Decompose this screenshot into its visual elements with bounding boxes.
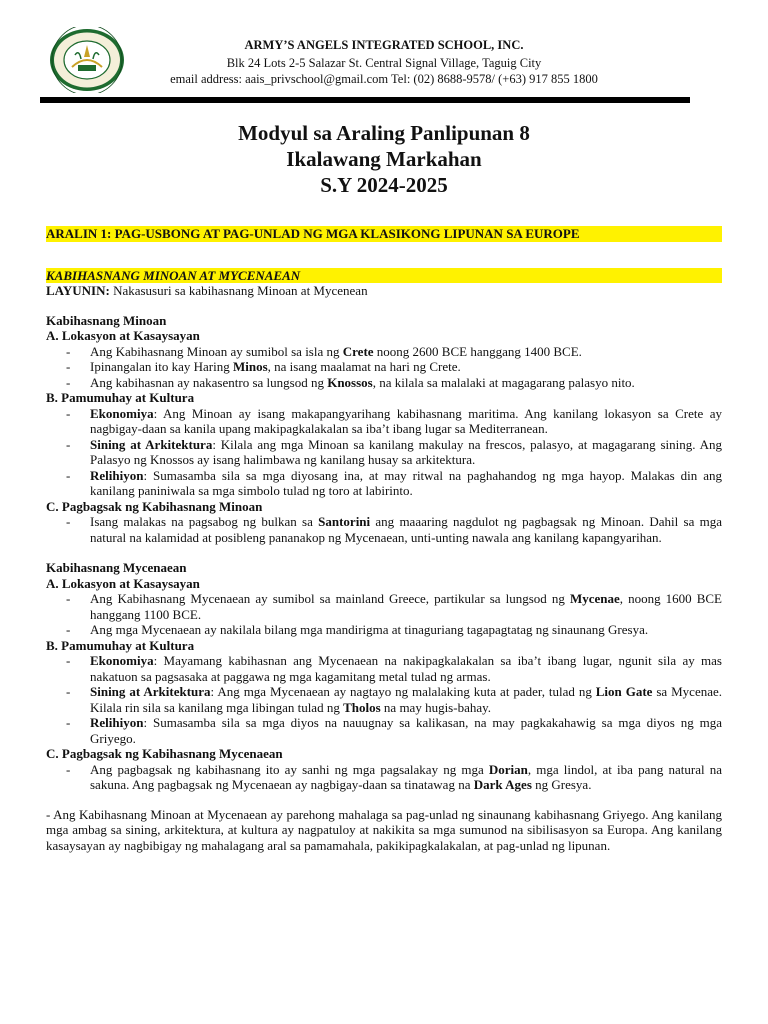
minoan-section-c: C. Pagbagsak ng Kabihasnang Minoan xyxy=(46,498,263,514)
minoan-title: Kabihasnang Minoan xyxy=(46,312,167,328)
school-contact: email address: aais_privschool@gmail.com Tel: (02) 8688-9578/ (+63) 917 855 1800 xyxy=(170,72,598,86)
topic-heading: KABIHASNANG MINOAN AT MYCENAEAN xyxy=(46,268,722,284)
mycenaean-section-a: A. Lokasyon at Kasaysayan xyxy=(46,575,200,591)
document-header xyxy=(0,0,768,110)
list-item: - Relihiyon: Sumasamba sila sa mga diyosang ina, at may ritwal na paghahandog ng mga hayop. Malakas din ang kanilang paniniwala sa mga simbolo tulad ng toro at labirinto. xyxy=(66,467,722,498)
school-seal-icon xyxy=(48,27,126,93)
list-item: - Ang Kabihasnang Mycenaean ay sumibol sa mainland Greece, partikular sa lungsod ng Mycenae, noong 1600 BCE hanggang 1100 BCE. xyxy=(66,591,722,622)
list-item: - Ang mga Mycenaean ay nakilala bilang mga mandirigma at tinaguriang tagapagtatag ng sinaunang Gresya. xyxy=(66,622,649,637)
minoan-list-a xyxy=(46,344,722,391)
list-item: - Ang pagbagsak ng kabihasnang ito ay sanhi ng mga pagsalakay ng mga Dorian, mga lindol, at iba pang natural na sakuna. Ang pagbagsak ng Mycenaean ay nagbigay-daan sa tinatawag na Dark Ages ng Gresya. xyxy=(66,761,722,792)
objective-text: Nakasusuri sa kabihasnang Minoan at Mycenean xyxy=(109,283,368,298)
objective xyxy=(46,283,722,299)
lesson-heading: ARALIN 1: PAG-USBONG AT PAG-UNLAD NG MGA KLASIKONG LIPUNAN SA EUROPE xyxy=(46,226,722,242)
module-title xyxy=(0,120,768,198)
list-item: - Ang kabihasnan ay nakasentro sa lungsod ng Knossos, na kilala sa malalaki at magagarang palasyo nito. xyxy=(66,374,635,390)
mycenaean-list-b xyxy=(46,653,722,746)
minoan-list-c xyxy=(46,514,722,545)
list-item: - Sining at Arkitektura: Ang mga Mycenaean ay nagtayo ng malalaking kuta at pader, tulad ng Lion Gate sa Mycenae. Kilala rin sila sa kanilang mga libingan tulad ng Tholos na may hugis-bahay. xyxy=(66,684,723,715)
mycenaean-section-c: C. Pagbagsak ng Kabihasnang Mycenaean xyxy=(46,746,283,761)
school-address: Blk 24 Lots 2-5 Salazar St. Central Signal Village, Taguig City xyxy=(226,56,542,70)
school-name: ARMY’S ANGELS INTEGRATED SCHOOL, INC. xyxy=(244,38,524,52)
list-item: - Isang malakas na pagsabog ng bulkan sa Santorini ang maaaring nagdulot ng pagbagsak ng Minoan. Dahil sa mga natural na kalamidad at posibleng pananakop ng Mycenaean, unti-unting nawala ang kanilang kapangyarihan. xyxy=(66,514,722,545)
mycenaean-list-a xyxy=(46,591,722,638)
list-item: - Ekonomiya: Ang Minoan ay isang makapangyarihang kabihasnang maritima. Ang kanilang lokasyon sa Crete ay nagbigay-daan sa kanila upang makipagkalakalan sa iba’t ibang lugar sa Mediterranean. xyxy=(66,405,722,436)
objective-label: LAYUNIN: xyxy=(46,283,110,298)
mycenaean-section-b: B. Pamumuhay at Kultura xyxy=(46,637,195,653)
title-line-1: Modyul sa Araling Panlipunan 8 xyxy=(238,121,530,145)
title-line-2: Ikalawang Markahan xyxy=(286,147,482,171)
conclusion-paragraph: - Ang Kabihasnang Minoan at Mycenaean ay parehong mahalaga sa pag-unlad ng sinaunang kabihasnang Griyego. Ang kanilang mga ambag sa sining, arkitektura, at kultura ay nagpatuloy at nakikita sa mga sumunod na sibilisasyon sa Europa. Ang kanilang kasaysayan ay nagbibigay ng mahalagang aral sa pamamahala, pakikipagkalakalan, at pag-unlad ng lipunan. xyxy=(46,806,722,853)
minoan-list-b xyxy=(46,406,722,499)
header-divider xyxy=(40,97,690,103)
minoan-section-b: B. Pamumuhay at Kultura xyxy=(46,390,195,405)
list-item: - Ang Kabihasnang Minoan ay sumibol sa isla ng Crete noong 2600 BCE hanggang 1400 BCE. xyxy=(66,343,582,359)
list-item: - Ekonomiya: Mayamang kabihasnan ang Mycenaean na nakipagkalakalan sa iba’t ibang lugar, ngunit sila ay mas nakatuon sa pagsasaka at paggawa ng mga kagamitang metal tulad ng armas. xyxy=(66,653,722,684)
list-item: - Relihiyon: Sumasamba sila sa mga diyos na nauugnay sa kalikasan, na may pagkakahawig sa mga diyos ng mga Griyego. xyxy=(66,715,722,746)
minoan-section-a: A. Lokasyon at Kasaysayan xyxy=(46,328,200,343)
module-content xyxy=(46,226,722,853)
mycenaean-list-c xyxy=(46,762,722,793)
title-line-3: S.Y 2024-2025 xyxy=(320,173,448,197)
list-item: - Ipinangalan ito kay Haring Minos, na isang maalamat na hari ng Crete. xyxy=(66,359,461,374)
mycenaean-title: Kabihasnang Mycenaean xyxy=(46,560,187,575)
list-item: - Sining at Arkitektura: Kilala ang mga Minoan sa kanilang makulay na frescos, palasyo, at magagarang sining. Ang Palasyo ng Knossos ay isang halimbawa ng kanilang husay sa arkitektura. xyxy=(66,436,722,467)
